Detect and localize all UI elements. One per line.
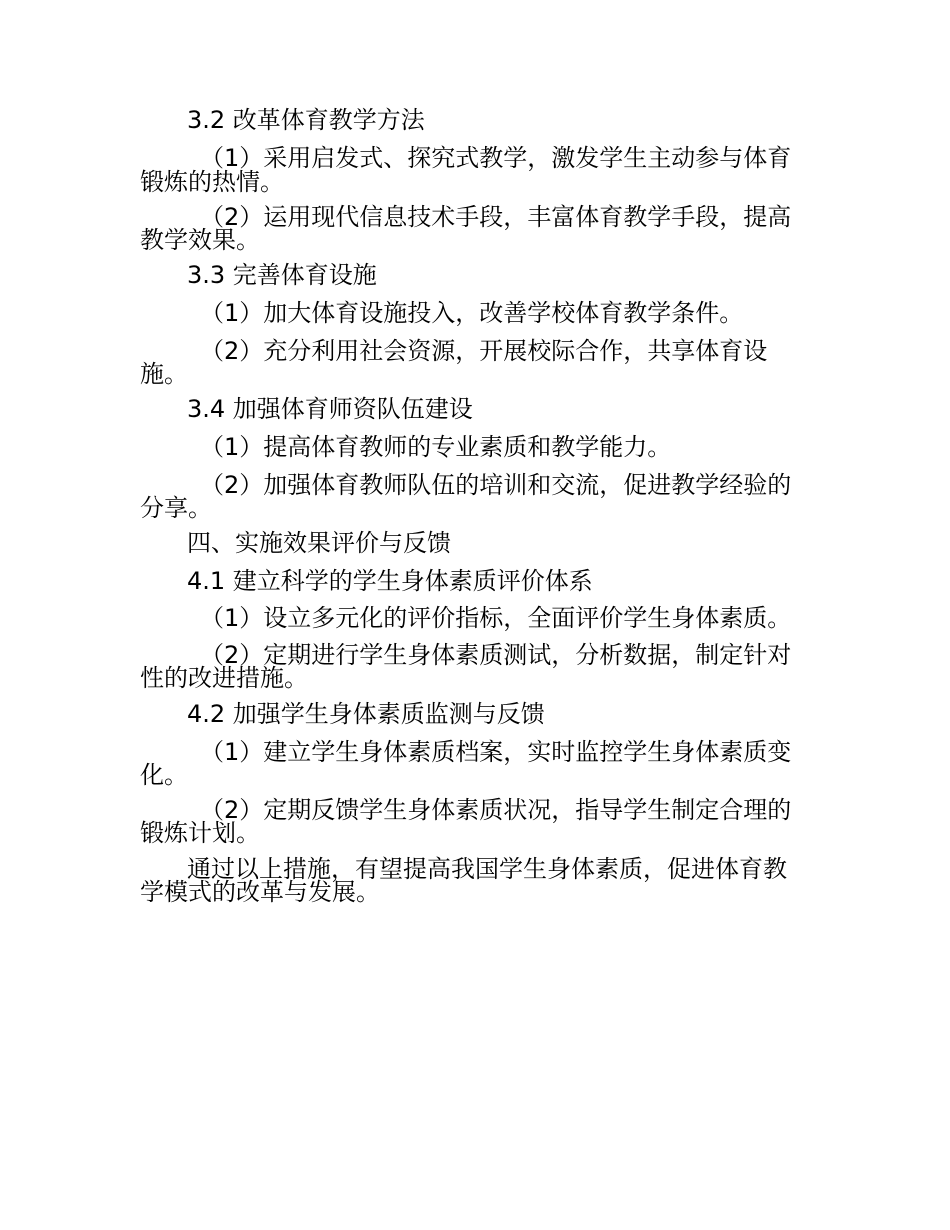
list-item-3-2-1: （1）采用启发式、探究式教学，激发学生主动参与体育 (200, 144, 792, 172)
list-item-4-1-1: （1）设立多元化的评价指标，全面评价学生身体素质。 (200, 604, 792, 632)
list-item-3-2-1-continuation: 锻炼的热情。 (140, 168, 284, 196)
list-item-4-2-2-continuation: 锻炼计划。 (140, 819, 260, 847)
conclusion-paragraph: 通过以上措施，有望提高我国学生身体素质，促进体育教 (187, 855, 787, 883)
list-item-3-4-2: （2）加强体育教师队伍的培训和交流，促进教学经验的 (200, 471, 792, 499)
list-item-4-1-2: （2）定期进行学生身体素质测试，分析数据，制定针对 (200, 641, 792, 669)
section-heading-4-1: 4.1 建立科学的学生身体素质评价体系 (187, 567, 593, 595)
section-heading-3-3: 3.3 完善体育设施 (187, 261, 377, 289)
list-item-3-4-1: （1）提高体育教师的专业素质和教学能力。 (200, 433, 672, 461)
list-item-4-2-2: （2）定期反馈学生身体素质状况，指导学生制定合理的 (200, 796, 792, 824)
list-item-3-2-2: （2）运用现代信息技术手段，丰富体育教学手段，提高 (200, 203, 792, 231)
section-heading-3-2: 3.2 改革体育教学方法 (187, 106, 425, 134)
list-item-3-3-2: （2）充分利用社会资源，开展校际合作，共享体育设 (200, 337, 768, 365)
list-item-4-2-1-continuation: 化。 (140, 761, 188, 789)
list-item-4-1-2-continuation: 性的改进措施。 (140, 664, 308, 692)
list-item-3-2-2-continuation: 教学效果。 (140, 226, 260, 254)
conclusion-paragraph-continuation: 学模式的改革与发展。 (140, 878, 380, 906)
chapter-heading-4: 四、实施效果评价与反馈 (187, 529, 451, 557)
list-item-3-4-2-continuation: 分享。 (140, 494, 212, 522)
list-item-3-3-2-continuation: 施。 (140, 360, 188, 388)
list-item-3-3-1: （1）加大体育设施投入，改善学校体育教学条件。 (200, 299, 744, 327)
list-item-4-2-1: （1）建立学生身体素质档案，实时监控学生身体素质变 (200, 738, 792, 766)
section-heading-3-4: 3.4 加强体育师资队伍建设 (187, 395, 473, 423)
section-heading-4-2: 4.2 加强学生身体素质监测与反馈 (187, 700, 545, 728)
